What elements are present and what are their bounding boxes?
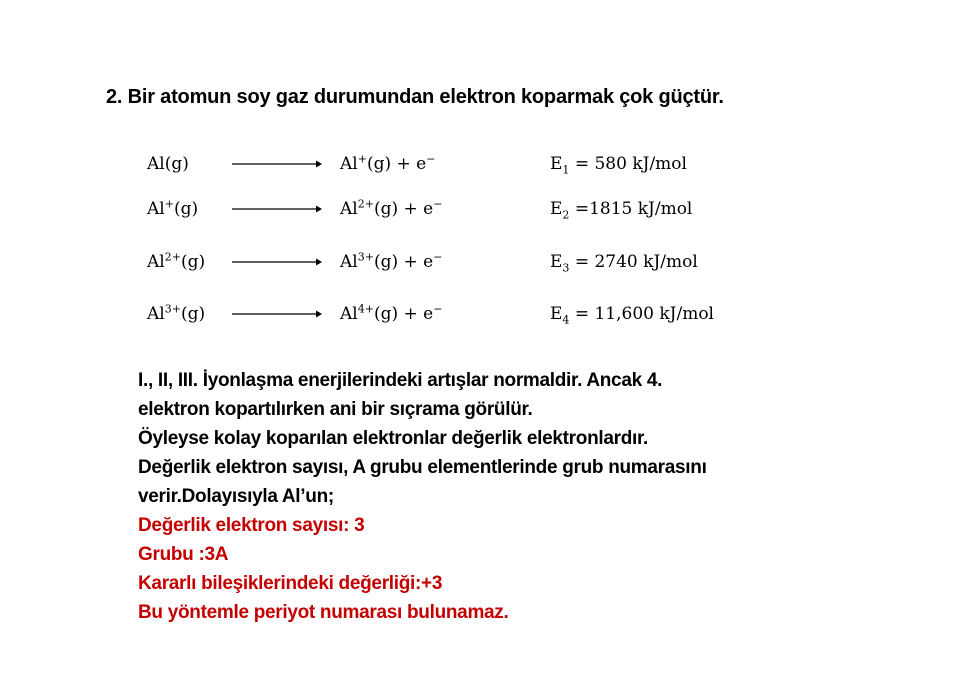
reactant: Al(g) <box>147 154 189 174</box>
product: $Al^{2+}(g) + e^-$ <box>340 197 443 219</box>
reaction-row-3 <box>0 252 960 278</box>
ionization-energy: $E_3 = 2740$ kJ/mol <box>550 252 698 275</box>
highlight-line: Bu yöntemle periyot numarası bulunamaz. <box>138 602 509 623</box>
explanation-line: verir.Dolayısıyla Al’un; <box>138 486 334 507</box>
product: $Al^{4+}(g) + e^-$ <box>340 302 443 324</box>
explanation-line: elektron kopartılırken ani bir sıçrama görülür. <box>138 399 533 420</box>
reactant: $Al^{3+}(g)$ <box>147 302 206 324</box>
reaction-arrow-icon <box>232 256 322 268</box>
reaction-arrow-icon <box>232 308 322 320</box>
reaction-row-2 <box>0 199 960 225</box>
highlight-line: Grubu :3A <box>138 544 229 565</box>
product: Al+(g) + e− <box>340 152 436 174</box>
explanation-block <box>138 366 838 627</box>
reaction-arrow-icon <box>232 158 322 170</box>
reactant: Al+(g) <box>147 197 199 219</box>
reaction-arrow-icon <box>232 203 322 215</box>
product: $Al^{3+}(g) + e^-$ <box>340 250 443 272</box>
explanation-line: Değerlik elektron sayısı, A grubu elementlerinde grub numarasını <box>138 457 707 478</box>
slide-heading: 2. Bir atomun soy gaz durumundan elektron koparmak çok güçtür. <box>106 86 724 108</box>
explanation-line: Öyleyse kolay koparılan elektronlar değerlik elektronlardır. <box>138 428 649 449</box>
reaction-row-4 <box>0 304 960 330</box>
ionization-energy: $E_1 = 580$ kJ/mol <box>550 154 687 177</box>
highlight-line: Kararlı bileşiklerindeki değerliği:+3 <box>138 573 443 594</box>
ionization-energy: $E_4 = 11,600$ kJ/mol <box>550 304 714 327</box>
ionization-energy: $E_2 =1815$ kJ/mol <box>550 199 693 222</box>
reactant: $Al^{2+}(g)$ <box>147 250 206 272</box>
explanation-line: I., II, III. İyonlaşma enerjilerindeki artışlar normaldir. Ancak 4. <box>138 370 663 391</box>
reaction-row-1 <box>0 154 960 180</box>
highlight-line: Değerlik elektron sayısı: 3 <box>138 515 365 536</box>
